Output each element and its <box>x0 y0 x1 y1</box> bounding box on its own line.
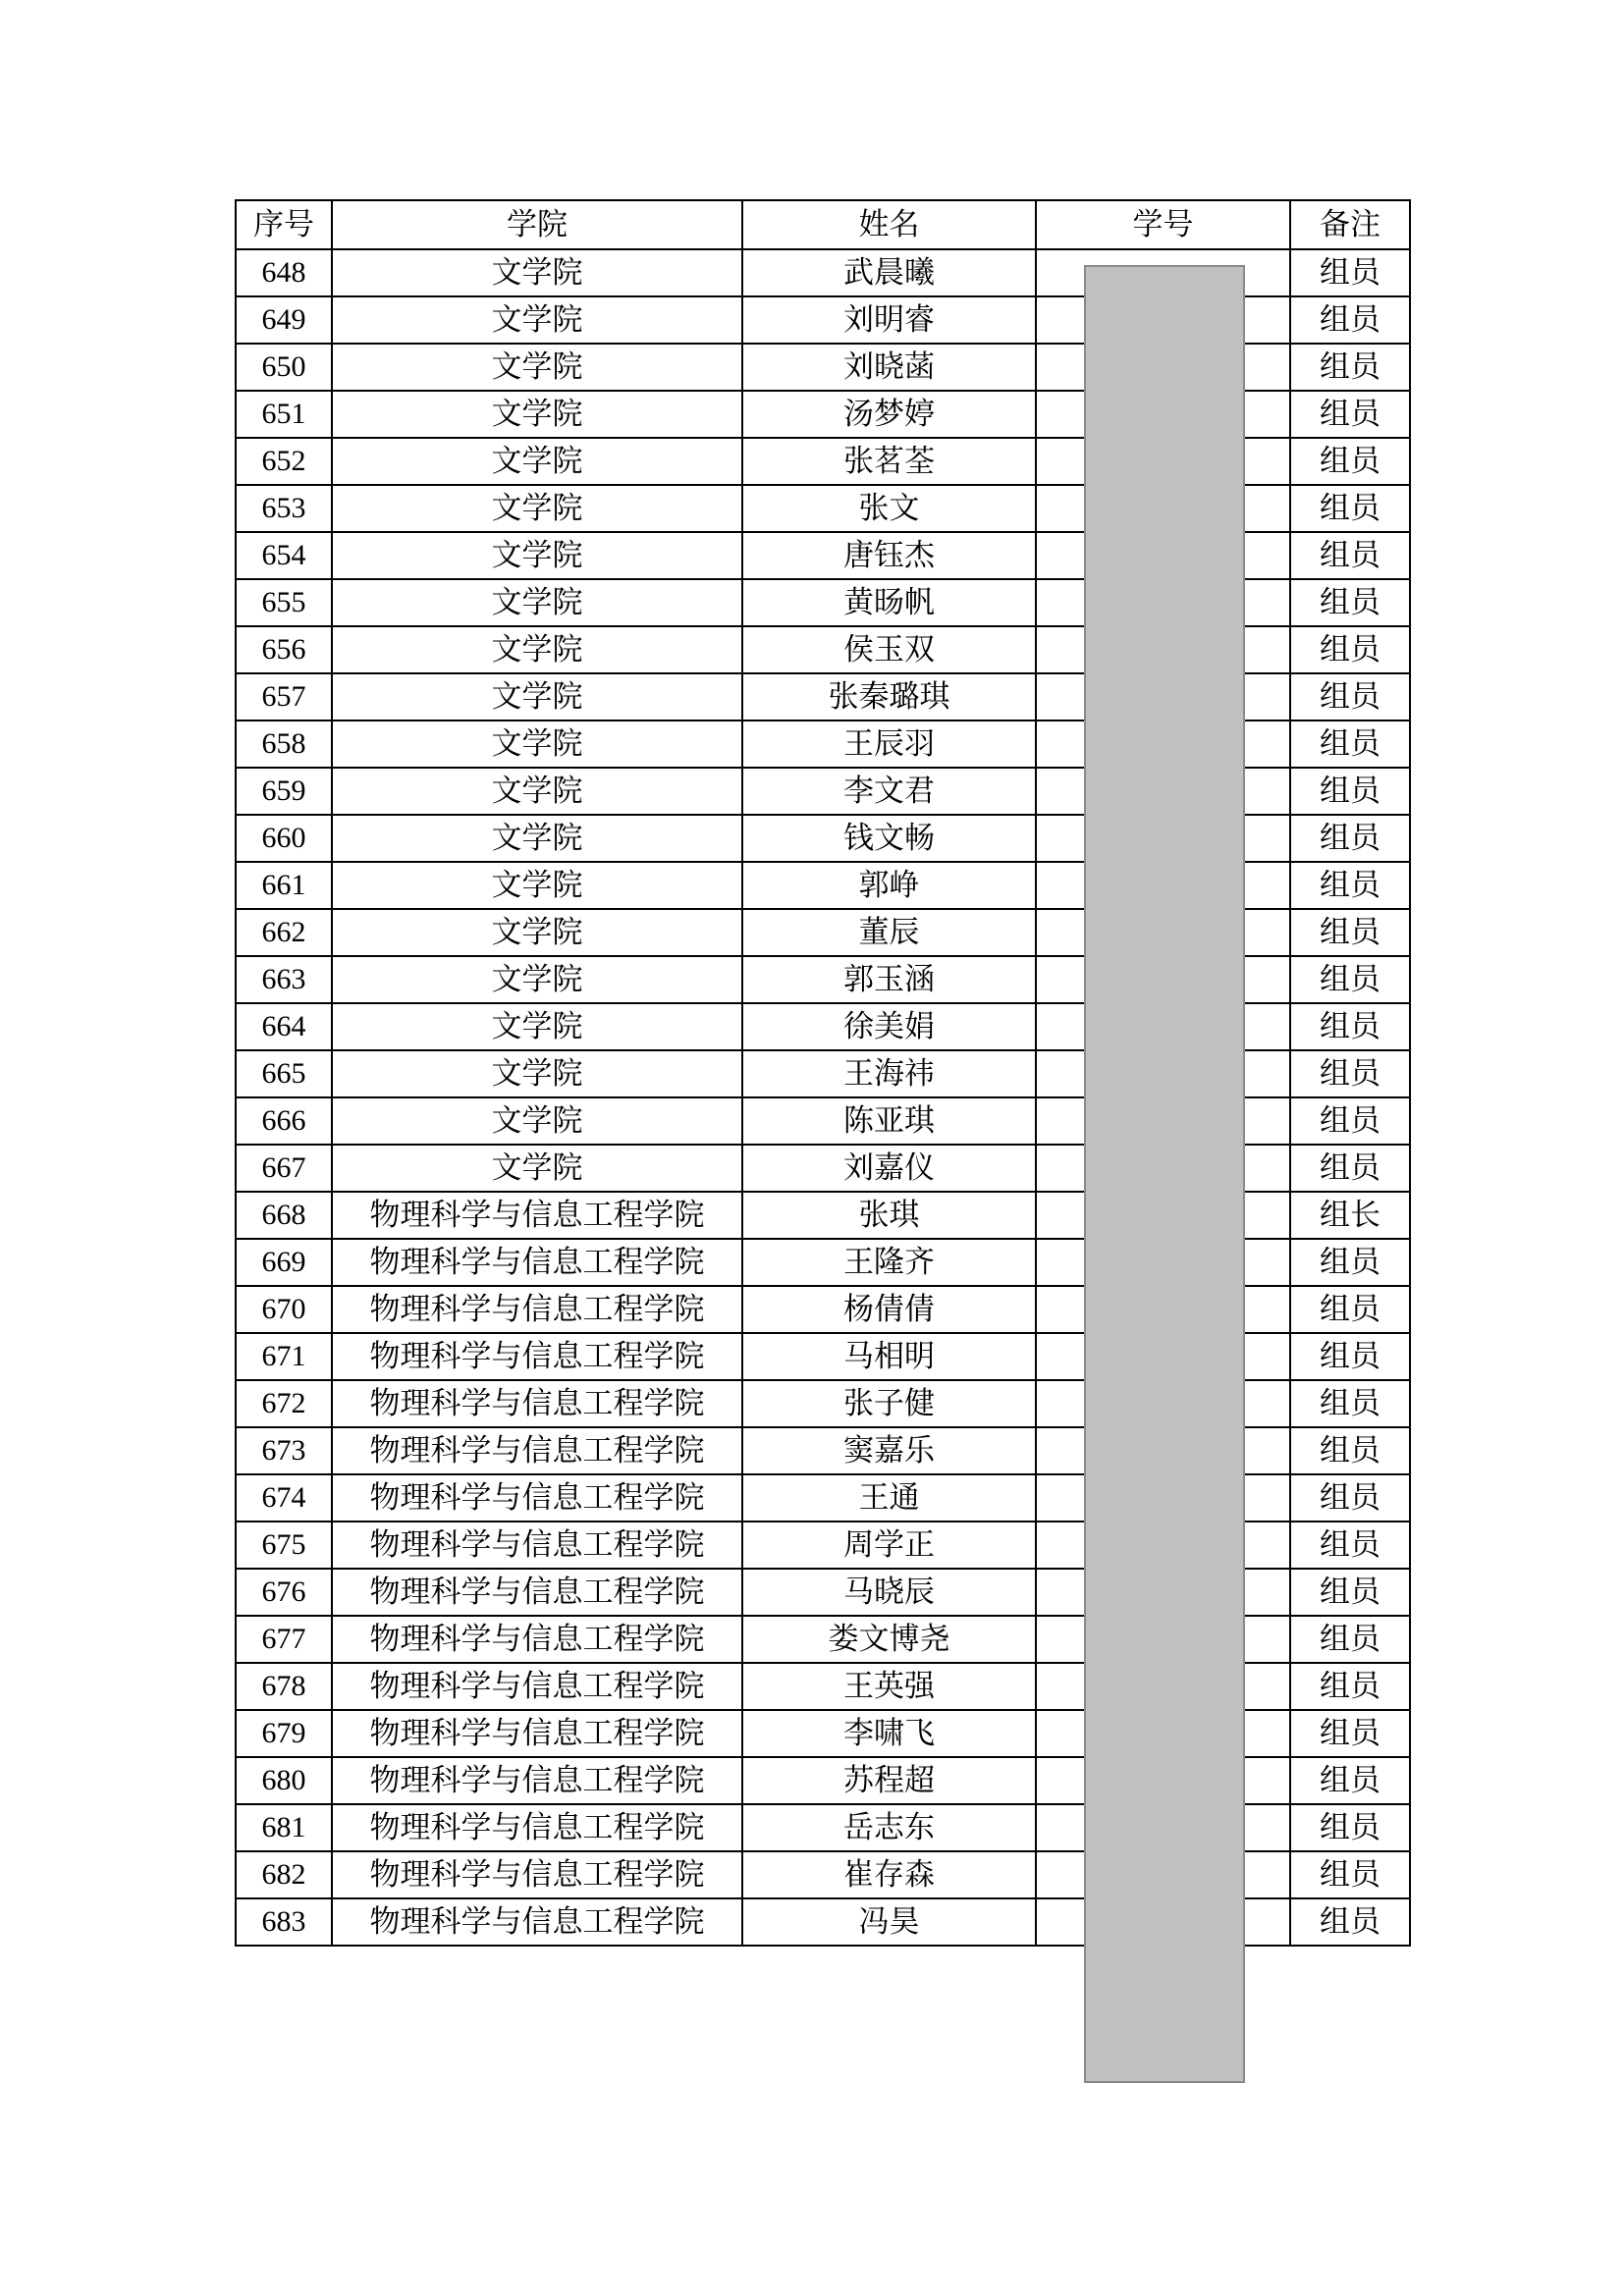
cell-remark: 组员 <box>1290 815 1410 862</box>
cell-seq: 682 <box>236 1851 332 1898</box>
cell-name: 刘晓菡 <box>742 344 1036 391</box>
cell-seq: 671 <box>236 1333 332 1380</box>
cell-college: 文学院 <box>332 1145 742 1192</box>
cell-college: 物理科学与信息工程学院 <box>332 1851 742 1898</box>
cell-college: 物理科学与信息工程学院 <box>332 1427 742 1474</box>
cell-seq: 676 <box>236 1569 332 1616</box>
cell-seq: 667 <box>236 1145 332 1192</box>
cell-name: 唐钰杰 <box>742 532 1036 579</box>
cell-name: 李文君 <box>742 768 1036 815</box>
cell-name: 冯昊 <box>742 1898 1036 1946</box>
cell-remark: 组员 <box>1290 768 1410 815</box>
cell-college: 文学院 <box>332 1050 742 1097</box>
cell-seq: 652 <box>236 438 332 485</box>
cell-name: 杨倩倩 <box>742 1286 1036 1333</box>
cell-remark: 组员 <box>1290 909 1410 956</box>
cell-remark: 组员 <box>1290 438 1410 485</box>
cell-college: 物理科学与信息工程学院 <box>332 1663 742 1710</box>
cell-name: 刘嘉仪 <box>742 1145 1036 1192</box>
cell-remark: 组员 <box>1290 1239 1410 1286</box>
cell-remark: 组员 <box>1290 1003 1410 1050</box>
cell-remark: 组员 <box>1290 1898 1410 1946</box>
cell-name: 王辰羽 <box>742 721 1036 768</box>
cell-college: 文学院 <box>332 344 742 391</box>
cell-college: 物理科学与信息工程学院 <box>332 1522 742 1569</box>
cell-name: 王隆齐 <box>742 1239 1036 1286</box>
student-id-redaction <box>1084 265 1245 2083</box>
cell-remark: 组员 <box>1290 956 1410 1003</box>
header-row <box>236 200 1410 249</box>
cell-remark: 组员 <box>1290 1663 1410 1710</box>
cell-seq: 677 <box>236 1616 332 1663</box>
cell-name: 郭峥 <box>742 862 1036 909</box>
cell-name: 张琪 <box>742 1192 1036 1239</box>
cell-remark: 组员 <box>1290 1145 1410 1192</box>
cell-seq: 660 <box>236 815 332 862</box>
cell-seq: 680 <box>236 1757 332 1804</box>
cell-name: 马相明 <box>742 1333 1036 1380</box>
cell-seq: 659 <box>236 768 332 815</box>
cell-seq: 678 <box>236 1663 332 1710</box>
cell-seq: 651 <box>236 391 332 438</box>
cell-remark: 组员 <box>1290 296 1410 344</box>
cell-remark: 组员 <box>1290 1757 1410 1804</box>
cell-seq: 656 <box>236 626 332 673</box>
cell-name: 汤梦婷 <box>742 391 1036 438</box>
cell-remark: 组员 <box>1290 721 1410 768</box>
cell-remark: 组员 <box>1290 1050 1410 1097</box>
cell-college: 文学院 <box>332 579 742 626</box>
cell-name: 张子健 <box>742 1380 1036 1427</box>
cell-seq: 674 <box>236 1474 332 1522</box>
cell-seq: 648 <box>236 249 332 296</box>
cell-seq: 683 <box>236 1898 332 1946</box>
cell-remark: 组员 <box>1290 1427 1410 1474</box>
cell-seq: 664 <box>236 1003 332 1050</box>
cell-name: 陈亚琪 <box>742 1097 1036 1145</box>
cell-college: 物理科学与信息工程学院 <box>332 1757 742 1804</box>
cell-remark: 组员 <box>1290 579 1410 626</box>
cell-seq: 663 <box>236 956 332 1003</box>
header-student-id: 学号 <box>1036 200 1290 249</box>
cell-remark: 组员 <box>1290 1474 1410 1522</box>
cell-remark: 组员 <box>1290 1569 1410 1616</box>
cell-college: 物理科学与信息工程学院 <box>332 1239 742 1286</box>
cell-name: 李啸飞 <box>742 1710 1036 1757</box>
cell-remark: 组员 <box>1290 862 1410 909</box>
cell-remark: 组员 <box>1290 1380 1410 1427</box>
header-seq: 序号 <box>236 200 332 249</box>
cell-name: 董辰 <box>742 909 1036 956</box>
cell-remark: 组员 <box>1290 673 1410 721</box>
cell-remark: 组长 <box>1290 1192 1410 1239</box>
cell-remark: 组员 <box>1290 1710 1410 1757</box>
cell-seq: 681 <box>236 1804 332 1851</box>
cell-college: 物理科学与信息工程学院 <box>332 1616 742 1663</box>
cell-name: 钱文畅 <box>742 815 1036 862</box>
cell-college: 物理科学与信息工程学院 <box>332 1380 742 1427</box>
cell-name: 周学正 <box>742 1522 1036 1569</box>
cell-name: 张文 <box>742 485 1036 532</box>
cell-college: 文学院 <box>332 1003 742 1050</box>
cell-seq: 653 <box>236 485 332 532</box>
cell-college: 物理科学与信息工程学院 <box>332 1898 742 1946</box>
cell-name: 张秦璐琪 <box>742 673 1036 721</box>
cell-seq: 649 <box>236 296 332 344</box>
cell-name: 王通 <box>742 1474 1036 1522</box>
cell-name: 徐美娟 <box>742 1003 1036 1050</box>
header-remark: 备注 <box>1290 200 1410 249</box>
cell-name: 侯玉双 <box>742 626 1036 673</box>
cell-name: 娄文博尧 <box>742 1616 1036 1663</box>
cell-seq: 675 <box>236 1522 332 1569</box>
cell-college: 文学院 <box>332 438 742 485</box>
cell-seq: 661 <box>236 862 332 909</box>
cell-remark: 组员 <box>1290 532 1410 579</box>
cell-name: 郭玉涵 <box>742 956 1036 1003</box>
cell-college: 文学院 <box>332 485 742 532</box>
cell-college: 物理科学与信息工程学院 <box>332 1474 742 1522</box>
cell-college: 文学院 <box>332 815 742 862</box>
header-college: 学院 <box>332 200 742 249</box>
cell-college: 物理科学与信息工程学院 <box>332 1710 742 1757</box>
header-name: 姓名 <box>742 200 1036 249</box>
cell-name: 崔存森 <box>742 1851 1036 1898</box>
cell-college: 文学院 <box>332 721 742 768</box>
cell-college: 文学院 <box>332 249 742 296</box>
cell-name: 王英强 <box>742 1663 1036 1710</box>
cell-college: 物理科学与信息工程学院 <box>332 1333 742 1380</box>
cell-college: 文学院 <box>332 956 742 1003</box>
cell-remark: 组员 <box>1290 485 1410 532</box>
cell-seq: 655 <box>236 579 332 626</box>
cell-remark: 组员 <box>1290 344 1410 391</box>
cell-remark: 组员 <box>1290 1851 1410 1898</box>
cell-college: 文学院 <box>332 909 742 956</box>
cell-college: 物理科学与信息工程学院 <box>332 1804 742 1851</box>
cell-college: 文学院 <box>332 532 742 579</box>
cell-name: 窦嘉乐 <box>742 1427 1036 1474</box>
cell-remark: 组员 <box>1290 1804 1410 1851</box>
cell-seq: 654 <box>236 532 332 579</box>
cell-name: 黄旸帆 <box>742 579 1036 626</box>
cell-seq: 657 <box>236 673 332 721</box>
cell-name: 张茗荃 <box>742 438 1036 485</box>
cell-college: 文学院 <box>332 673 742 721</box>
cell-seq: 668 <box>236 1192 332 1239</box>
cell-seq: 650 <box>236 344 332 391</box>
cell-remark: 组员 <box>1290 1522 1410 1569</box>
cell-college: 物理科学与信息工程学院 <box>332 1569 742 1616</box>
cell-college: 文学院 <box>332 391 742 438</box>
cell-seq: 665 <box>236 1050 332 1097</box>
cell-name: 马晓辰 <box>742 1569 1036 1616</box>
cell-college: 文学院 <box>332 296 742 344</box>
cell-remark: 组员 <box>1290 1616 1410 1663</box>
cell-college: 文学院 <box>332 626 742 673</box>
cell-name: 刘明睿 <box>742 296 1036 344</box>
cell-college: 文学院 <box>332 1097 742 1145</box>
cell-remark: 组员 <box>1290 1286 1410 1333</box>
cell-college: 文学院 <box>332 862 742 909</box>
cell-name: 王海祎 <box>742 1050 1036 1097</box>
cell-remark: 组员 <box>1290 1333 1410 1380</box>
cell-name: 苏程超 <box>742 1757 1036 1804</box>
cell-seq: 679 <box>236 1710 332 1757</box>
cell-seq: 673 <box>236 1427 332 1474</box>
cell-seq: 658 <box>236 721 332 768</box>
cell-college: 文学院 <box>332 768 742 815</box>
cell-seq: 662 <box>236 909 332 956</box>
cell-name: 武晨曦 <box>742 249 1036 296</box>
cell-remark: 组员 <box>1290 249 1410 296</box>
cell-name: 岳志东 <box>742 1804 1036 1851</box>
cell-remark: 组员 <box>1290 1097 1410 1145</box>
cell-seq: 669 <box>236 1239 332 1286</box>
cell-college: 物理科学与信息工程学院 <box>332 1192 742 1239</box>
cell-seq: 672 <box>236 1380 332 1427</box>
cell-college: 物理科学与信息工程学院 <box>332 1286 742 1333</box>
cell-seq: 670 <box>236 1286 332 1333</box>
cell-remark: 组员 <box>1290 626 1410 673</box>
cell-remark: 组员 <box>1290 391 1410 438</box>
cell-seq: 666 <box>236 1097 332 1145</box>
